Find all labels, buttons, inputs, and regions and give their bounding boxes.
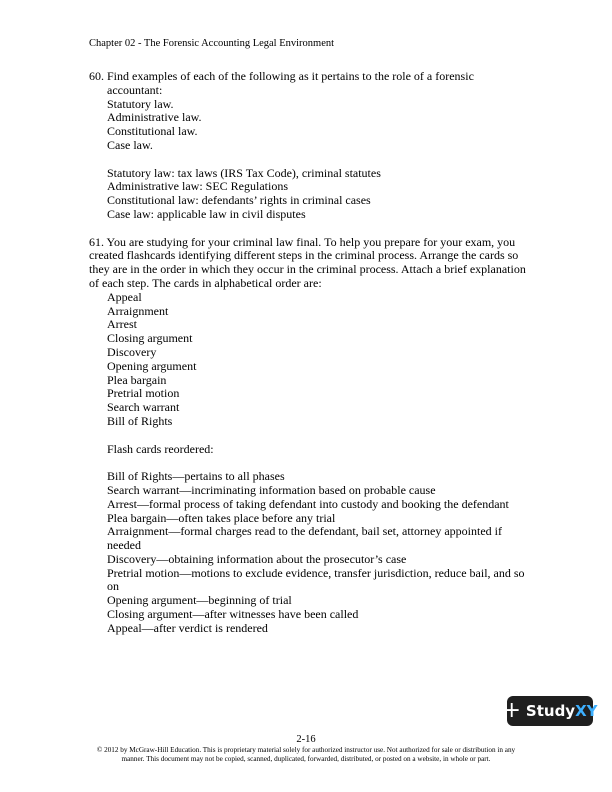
question-60-items: [89, 98, 529, 153]
page-header: Chapter 02 - The Forensic Accounting Legal Environment: [89, 38, 335, 49]
list-item: Search warrant: [107, 400, 180, 415]
list-item: Bill of Rights: [107, 413, 173, 428]
page-number: 2-16: [296, 734, 316, 745]
document-body: [89, 70, 529, 636]
list-item: Arraignment: [107, 303, 169, 318]
studyxy-badge[interactable]: [502, 696, 598, 726]
list-item: Closing argument—after witnesses have been called: [107, 607, 359, 622]
badge-xy-text: XY: [575, 702, 598, 720]
list-item: Arrest: [107, 317, 137, 332]
list-item: Plea bargain—often takes place before any trial: [107, 510, 336, 525]
copyright-notice: © 2012 by McGraw-Hill Education. This is proprietary material solely for authorized instructor use. Not authorized for sale or distribution in any manner. This document may not be copied, scanned, duplicated, forwarded, distributed, or posted on a website, in whole or part.: [96, 746, 516, 763]
badge-study-text: Study: [525, 702, 576, 720]
list-item: Statutory law.: [107, 96, 174, 111]
list-item: Appeal—after verdict is rendered: [107, 620, 268, 635]
list-item: Constitutional law.: [107, 124, 198, 139]
list-item: Search warrant—incriminating information based on probable cause: [107, 482, 436, 497]
list-item: Closing argument: [107, 331, 193, 346]
list-item: Opening argument—beginning of trial: [107, 593, 292, 608]
list-item: Case law.: [107, 137, 153, 152]
list-item: Pretrial motion—motions to exclude evidence, transfer jurisdiction, reduce bail, and so on: [107, 565, 525, 594]
question-61-prompt: 61. You are studying for your criminal law final. To help you prepare for your exam, you created flashcards identifying different steps in the criminal process. Arrange the cards so they are in the order in which they occur in the criminal process. Attach a brief explanation of each step. The cards in alphabetical order are:: [89, 234, 526, 290]
list-item: Arrest—formal process of taking defendant into custody and booking the defendant: [107, 496, 509, 511]
question-60-answers: [89, 167, 529, 222]
list-item: Opening argument: [107, 358, 197, 373]
list-item: Bill of Rights—pertains to all phases: [107, 469, 285, 484]
list-item: Constitutional law: defendants’ rights in criminal cases: [107, 193, 371, 208]
list-item: Discovery—obtaining information about the prosecutor’s case: [107, 551, 407, 566]
list-item: Administrative law.: [107, 110, 202, 125]
list-item: Arraignment—formal charges read to the defendant, bail set, attorney appointed if needed: [107, 524, 502, 553]
list-item: Statutory law: tax laws (IRS Tax Code), criminal statutes: [107, 165, 381, 180]
question-61-cards: [89, 291, 529, 429]
plus-icon: +: [502, 698, 521, 723]
list-item: Plea bargain: [107, 372, 167, 387]
list-item: Administrative law: SEC Regulations: [107, 179, 288, 194]
list-item: Discovery: [107, 344, 157, 359]
question-60-prompt: 60. Find examples of each of the following as it pertains to the role of a forensic: [89, 69, 474, 83]
question-60-prompt-cont: accountant:: [107, 82, 163, 97]
list-item: Case law: applicable law in civil disputes: [107, 206, 306, 221]
list-item: Pretrial motion: [107, 386, 180, 401]
reordered-label: Flash cards reordered:: [107, 441, 214, 456]
list-item: Appeal: [107, 289, 142, 304]
question-61-reordered: [89, 470, 529, 636]
